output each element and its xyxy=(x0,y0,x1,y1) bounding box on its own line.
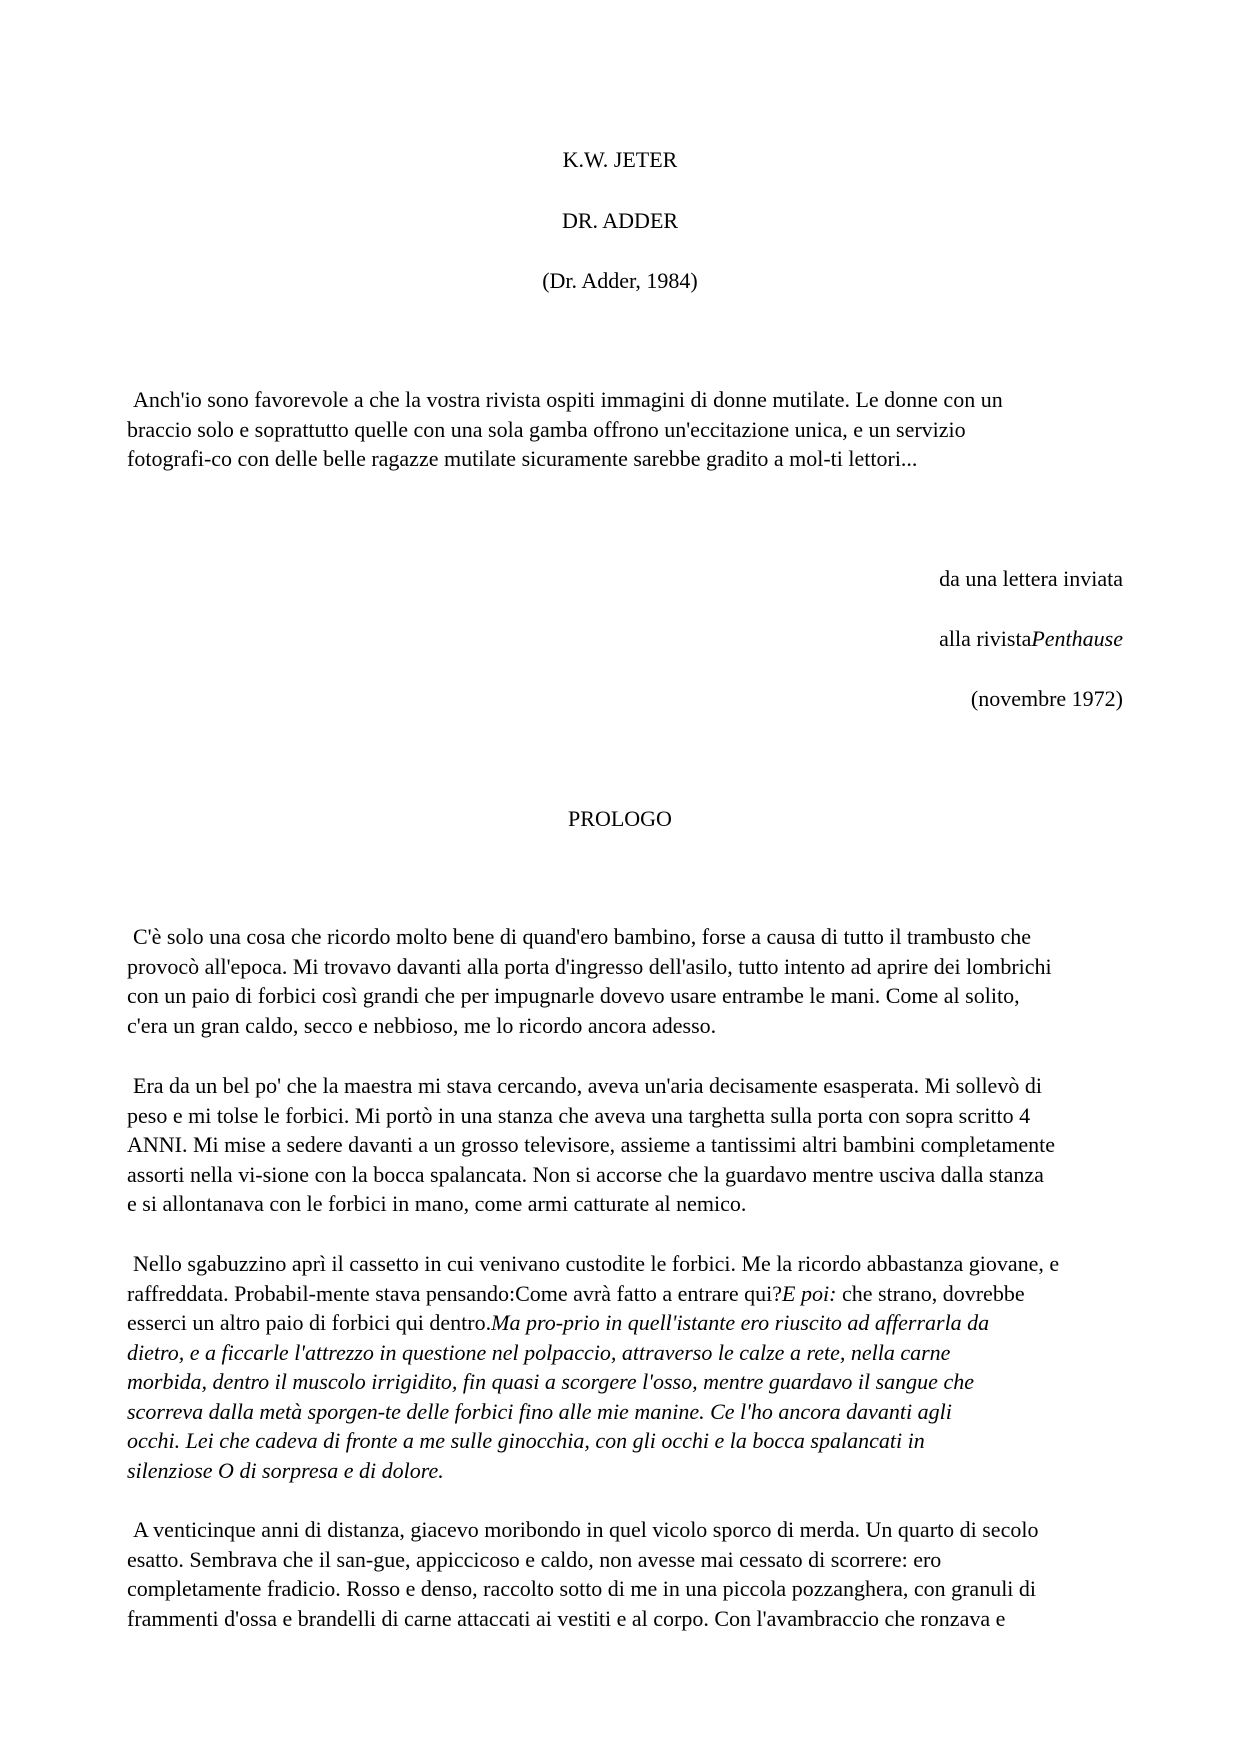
epigraph-line: Anch'io sono favorevole a che la vostra rivista ospiti immagini di donne mutilate. Le donne con un xyxy=(133,387,1003,412)
italic-line: scorreva dalla metà sporgen-te delle forbici fino alle mie manine. Ce l'ho ancora davanti agli xyxy=(127,1398,952,1424)
text-line: assorti nella vi-sione con la bocca spalancata. Non si accorse che la guardavo mentre usciva dalla stanza xyxy=(127,1161,1044,1187)
text-line: Nello sgabuzzino aprì il cassetto in cui venivano custodite le forbici. Me la ricordo abbastanza giovane, e xyxy=(133,1251,1060,1276)
magazine-name: Penthause xyxy=(1031,626,1123,651)
italic-segment: E poi: xyxy=(782,1280,837,1306)
text-line: peso e mi tolse le forbici. Mi portò in una stanza che aveva una targhetta sulla porta con sopra scritto 4 xyxy=(127,1102,1031,1128)
text-segment: raffreddata. Probabil-mente stava pensando:Come avrà fatto a entrare qui? xyxy=(127,1280,783,1306)
paragraph-1 xyxy=(127,922,1117,1040)
text-line xyxy=(127,1279,1117,1309)
text-line: con un paio di forbici così grandi che per impugnarle dovevo usare entrambe le mani. Come al solito, xyxy=(127,983,1020,1008)
text-line: e si allontanava con le forbici in mano, come armi catturate al nemico. xyxy=(127,1191,747,1216)
text-line: Era da un bel po' che la maestra mi stava cercando, aveva un'aria decisamente esasperata. Mi sollevò di xyxy=(133,1073,1042,1098)
text-line: esatto. Sembrava che il san-gue, appiccicoso e caldo, non avesse mai cessato di scorrere: ero xyxy=(127,1546,942,1572)
book-title: DR. ADDER xyxy=(561,208,679,233)
text-line: A venticinque anni di distanza, giacevo moribondo in quel vicolo sporco di merda. Un quarto di secolo xyxy=(133,1517,1039,1542)
text-line: ANNI. Mi mise a sedere davanti a un grosso televisore, assieme a tantissimi altri bambini completamente xyxy=(127,1132,1056,1157)
epigraph-source-line: da una lettera inviata xyxy=(939,566,1123,591)
epigraph-text xyxy=(127,385,1117,474)
epigraph-line: braccio solo e soprattutto quelle con una sola gamba offrono un'eccitazione unica, e un servizio xyxy=(127,416,966,442)
italic-line: morbida, dentro il muscolo irrigidito, fin quasi a scorgere l'osso, mentre guardavo il sangue che xyxy=(127,1369,974,1394)
paragraph-2 xyxy=(127,1071,1117,1219)
epigraph-line: fotografi-co con delle belle ragazze mutilate sicuramente sarebbe gradito a mol-ti lettori... xyxy=(127,446,918,471)
text-segment: che strano, dovrebbe xyxy=(836,1280,1025,1306)
paragraph-3 xyxy=(127,1249,1117,1485)
text-line: provocò all'epoca. Mi trovavo davanti alla porta d'ingresso dell'asilo, tutto intento ad aprire dei lombrichi xyxy=(127,953,1052,979)
text-segment: esserci un altro paio di forbici qui dentro. xyxy=(127,1310,492,1335)
original-title: (Dr. Adder, 1984) xyxy=(542,268,698,293)
author-name: K.W. JETER xyxy=(562,147,678,172)
text-line: completamente fradicio. Rosso e denso, raccolto sotto di me in una piccola pozzanghera, con granuli di xyxy=(127,1576,1037,1601)
text-line: C'è solo una cosa che ricordo molto bene di quand'ero bambino, forse a causa di tutto il trambusto che xyxy=(133,924,1032,949)
source-prefix: alla rivista xyxy=(939,626,1032,651)
text-line: frammenti d'ossa e brandelli di carne attaccati ai vestiti e al corpo. Con l'avambraccio che ronzava e xyxy=(127,1605,1006,1631)
paragraph-4 xyxy=(127,1515,1117,1633)
epigraph-source-date: (novembre 1972) xyxy=(970,686,1123,711)
section-title: PROLOGO xyxy=(568,806,672,831)
italic-line: occhi. Lei che cadeva di fronte a me sulle ginocchia, con gli occhi e la bocca spalancati in xyxy=(127,1428,925,1453)
text-line xyxy=(127,1308,1117,1338)
italic-line: silenziose O di sorpresa e di dolore. xyxy=(127,1457,444,1483)
text-line: c'era un gran caldo, secco e nebbioso, me lo ricordo ancora adesso. xyxy=(127,1012,717,1038)
italic-segment: Ma pro-prio in quell'istante ero riuscito ad afferrarla da xyxy=(491,1310,990,1335)
epigraph-source-magazine-line xyxy=(939,626,1123,652)
italic-line: dietro, e a ficcarle l'attrezzo in questione nel polpaccio, attraverso le calze a rete, nella carne xyxy=(127,1339,951,1365)
